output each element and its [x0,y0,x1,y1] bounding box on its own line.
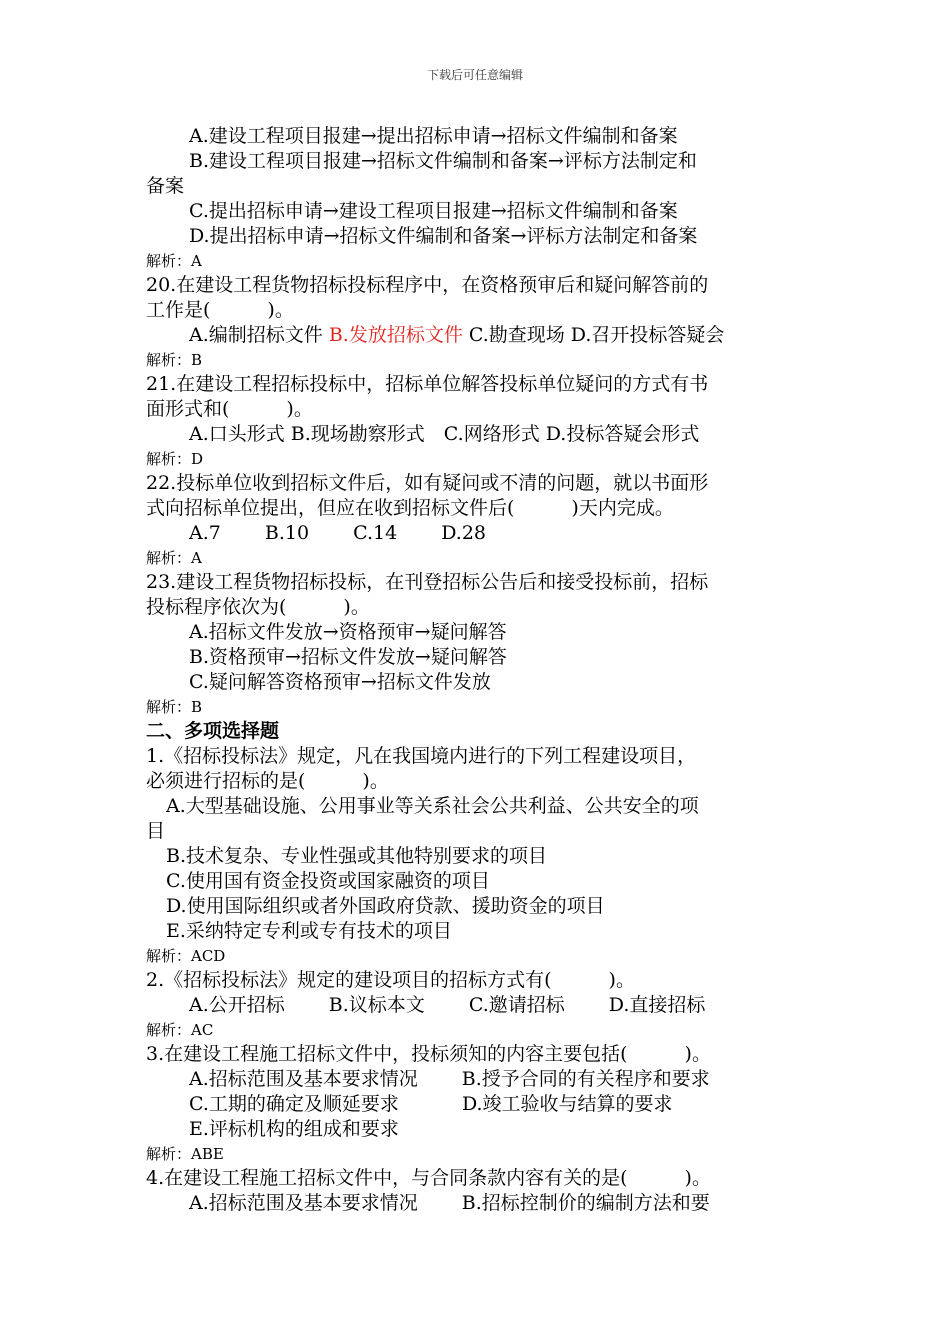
m2-options: A.公开招标 B.议标本文 C.邀请招标 D.直接招标 [189,994,706,1016]
m4-options-ab: A.招标范围及基本要求情况 B.招标控制价的编制方法和要 [189,1192,710,1214]
q23-stem: 23.建设工程货物招标投标，在刊登招标公告后和接受投标前，招标 [146,571,709,593]
q20-stem-cont: 工作是( )。 [146,299,294,321]
m2-answer: 解析：AC [146,1021,214,1039]
m1-option-c: C.使用国有资金投资或国家融资的项目 [166,870,490,892]
page-header: 下载后可任意编辑 [426,68,523,82]
q21-options: A.口头形式 B.现场勘察形式 C.网络形式 D.投标答疑会形式 [189,423,700,445]
q22-options: A.7 B.10 C.14 D.28 [189,522,486,544]
q20-option-a: A.编制招标文件 [189,324,329,346]
q20-stem: 20.在建设工程货物招标投标程序中，在资格预审后和疑问解答前的 [146,274,709,296]
m1-option-d: D.使用国际组织或者外国政府贷款、援助资金的项目 [166,895,605,917]
q21-answer: 解析：D [146,450,204,468]
q20-options [146,323,810,348]
q23-option-c: C.疑问解答资格预审→招标文件发放 [189,671,491,693]
m1-option-e: E.采纳特定专利或专有技术的项目 [166,920,452,942]
m2-stem: 2.《招标投标法》规定的建设项目的招标方式有( )。 [146,969,635,991]
q19-answer: 解析：A [146,252,202,270]
q23-answer: 解析：B [146,698,203,716]
m1-option-a-cont: 目 [146,820,166,842]
m1-stem-cont: 必须进行招标的是( )。 [146,770,389,792]
q19-option-c: C.提出招标申请→建设工程项目报建→招标文件编制和备案 [189,200,678,222]
m1-answer: 解析：ACD [146,947,226,965]
m3-stem: 3.在建设工程施工招标文件中，投标须知的内容主要包括( )。 [146,1043,711,1065]
section-heading-multiple-choice: 二、多项选择题 [146,720,280,742]
q20-option-b-highlight: B.发放招标文件 [328,324,463,346]
q19-option-a: A.建设工程项目报建→提出招标申请→招标文件编制和备案 [189,125,678,147]
q22-stem-cont: 式向招标单位提出，但应在收到招标文件后( )天内完成。 [146,497,674,519]
q22-stem: 22.投标单位收到招标文件后，如有疑问或不清的问题，就以书面形 [146,472,709,494]
q22-answer: 解析：A [146,549,202,567]
m4-stem: 4.在建设工程施工招标文件中，与合同条款内容有关的是( )。 [146,1167,711,1189]
m3-answer: 解析：ABE [146,1145,224,1163]
document-body [146,124,810,1216]
m1-option-b: B.技术复杂、专业性强或其他特别要求的项目 [166,845,548,867]
m3-option-e: E.评标机构的组成和要求 [189,1118,399,1140]
m3-options-cd: C.工期的确定及顺延要求 D.竣工验收与结算的要求 [189,1093,673,1115]
m1-option-a: A.大型基础设施、公用事业等关系社会公共利益、公共安全的项 [166,795,699,817]
q23-option-b: B.资格预审→招标文件发放→疑问解答 [189,646,507,668]
q20-option-cd: C.勘查现场 D.召开投标答疑会 [462,324,725,346]
m3-options-ab: A.招标范围及基本要求情况 B.授予合同的有关程序和要求 [189,1068,710,1090]
q19-option-d: D.提出招标申请→招标文件编制和备案→评标方法制定和备案 [189,225,698,247]
q21-stem: 21.在建设工程招标投标中，招标单位解答投标单位疑问的方式有书 [146,373,709,395]
q23-stem-cont: 投标程序依次为( )。 [146,596,370,618]
q21-stem-cont: 面形式和( )。 [146,398,313,420]
m1-stem: 1.《招标投标法》规定，凡在我国境内进行的下列工程建设项目， [146,745,697,767]
q19-option-b-cont: 备案 [146,175,185,197]
q20-answer: 解析：B [146,351,203,369]
q19-option-b: B.建设工程项目报建→招标文件编制和备案→评标方法制定和 [189,150,697,172]
q23-option-a: A.招标文件发放→资格预审→疑问解答 [189,621,507,643]
